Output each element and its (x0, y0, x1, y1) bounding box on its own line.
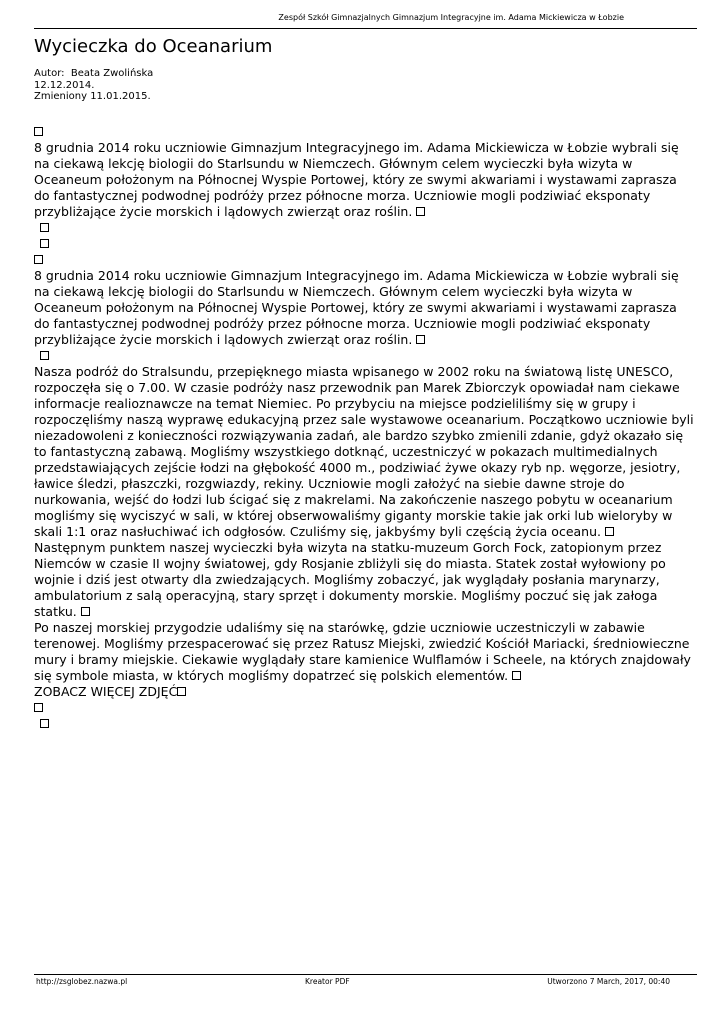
more-photos-link[interactable]: ZOBACZ WIĘCEJ ZDJĘĆ (34, 684, 178, 699)
body-paragraph-oldtown: Po naszej morskiej przygodzie udaliśmy się na starówkę, gdzie uczniowie uczestniczyli w zabawie terenowej. Mogliśmy przespacerować się przez Ratusz Miejski, zwiedzić Kościół Mariacki, średniowieczne mury i bramy miejskie. Ciekawie wyglądały stare kamienice Wulflamów i Scheele, na których znajdowały się symbole miasta, w których mogliśmy dopatrzeć się polskich elementów. (34, 620, 691, 683)
image-placeholder-icon (512, 671, 521, 680)
image-placeholder-icon (605, 527, 614, 536)
article-title: Wycieczka do Oceanarium (34, 36, 273, 57)
image-placeholder-icon (40, 223, 49, 232)
image-placeholder-icon (34, 703, 43, 712)
intro-paragraph: 8 grudnia 2014 roku uczniowie Gimnazjum Integracyjnego im. Adama Mickiewicza w Łobzie wybrali się na ciekawą lekcję biologii do Starlsundu w Niemczech. Głównym celem wycieczki była wizyta w Oceaneum położonym na Północnej Wyspie Portowej, który ze swymi akwariami i wystawami zaprasza do fantastycznej podwodnej podróży przez północne morza. Uczniowie mogli podziwiać eksponaty przybliżające życie morskich i lądowych zwierząt oraz roślin. (34, 140, 679, 219)
image-placeholder-icon (34, 255, 43, 264)
footer-generator: Kreator PDF (305, 977, 350, 986)
image-placeholder-icon (416, 335, 425, 344)
image-placeholder-icon (177, 687, 186, 696)
intro-repeat-paragraph: 8 grudnia 2014 roku uczniowie Gimnazjum Integracyjnego im. Adama Mickiewicza w Łobzie wybrali się na ciekawą lekcję biologii do Starlsundu w Niemczech. Głównym celem wycieczki była wizyta w Oceaneum położonym na Północnej Wyspie Portowej, który ze swymi akwariami i wystawami zaprasza do fantastycznej podwodnej podróży przez północne morza. Uczniowie mogli podziwiać eksponaty przybliżające życie morskich i lądowych zwierząt oraz roślin. (34, 268, 679, 347)
body-paragraph-oceanarium: Nasza podróż do Stralsundu, przepięknego miasta wpisanego w 2002 roku na światową listę UNESCO, rozpoczęła się o 7.00. W czasie podróży nasz przewodnik pan Marek Zbiorczyk opowiadał nam ciekawe informacje realioznawcze na temat Niemiec. Po przybyciu na miejsce podzieliliśmy się w grupy i rozpoczęliśmy naszą wyprawę edukacyjną przez sale wystawowe oceanarium. Początkowo uczniowie byli niezadowoleni z konieczności rozwiązywania zadań, ale bardzo szybko zmienili zdanie, gdyż okazało się to fantastyczną zabawą. Mogliśmy wszystkiego dotknąć, uczestniczyć w pokazach multimedialnych przedstawiających zejście łodzi na głębokość 4000 m., podziwiać żywe okazy ryb np. węgorze, jesiotry, ławice śledzi, płaszczki, rozgwiazdy, rekiny. Uczniowie mogli założyć na siebie dawne stroje do nurkowania, wejść do łodzi lub ścigać się z makrelami. Na zakończenie naszego pobytu w oceanarium mogliśmy się wyciszyć w sali, w której obserwowaliśmy giganty morskie takie jak orki lub wieloryby w skali 1:1 oraz nasłuchiwać ich odgłosów. Czuliśmy się, jakbyśmy byli częścią życia oceanu. (34, 364, 694, 539)
article-body (34, 124, 694, 732)
author-line (34, 68, 153, 80)
image-placeholder-icon (81, 607, 90, 616)
footer-created: Utworzono 7 March, 2017, 00:40 (547, 977, 670, 986)
publish-date: 12.12.2014. (34, 79, 95, 91)
image-placeholder-icon (34, 127, 43, 136)
body-paragraph-ship: Następnym punktem naszej wycieczki była wizyta na statku-muzeum Gorch Fock, zatopionym przez Niemców w czasie II wojny światowej, gdy Rosjanie zbliżyli się do miasta. Statek został wyłowiony po wojnie i dziś jest otwarty dla zwiedzających. Mogliśmy zobaczyć, jak wyglądały posłania marynarzy, ambulatorium z salą operacyjną, stary sprzęt i dokumenty morskie. Mogliśmy poczuć się jak załoga statku. (34, 540, 666, 619)
header-school-name: Zespół Szkół Gimnazjalnych Gimnazjum Integracyjne im. Adama Mickiewicza w Łobzie (278, 13, 624, 22)
header-divider (34, 28, 697, 29)
author-name: Beata Zwolińska (70, 68, 154, 79)
modified-date: Zmieniony 11.01.2015. (34, 91, 151, 102)
article-meta (34, 68, 153, 103)
image-placeholder-icon (40, 351, 49, 360)
author-label: Autor: (34, 68, 65, 79)
image-placeholder-icon (40, 719, 49, 728)
image-placeholder-icon (416, 207, 425, 216)
image-placeholder-icon (40, 239, 49, 248)
footer-url[interactable]: http://zsglobez.nazwa.pl (36, 977, 128, 986)
footer-divider (34, 974, 697, 975)
